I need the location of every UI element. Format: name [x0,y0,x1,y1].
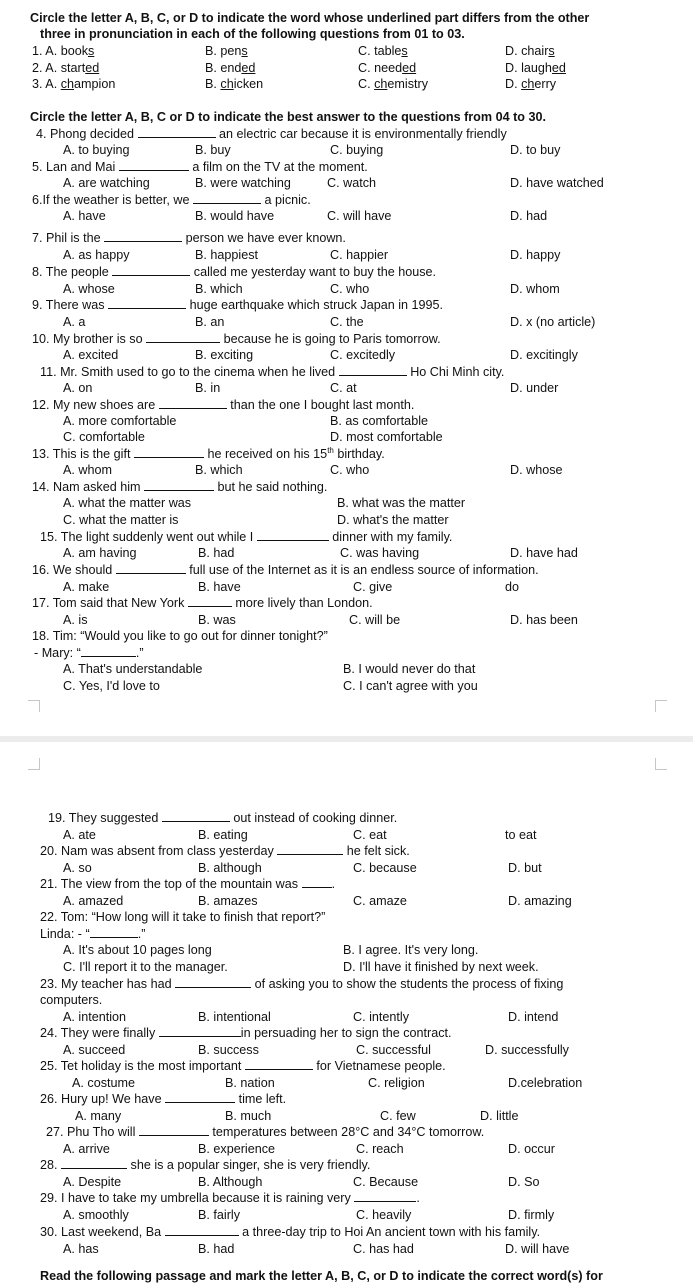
question-11-stem: 11. Mr. Smith used to go to the cinema when he lived Ho Chi Minh city. [40,365,505,379]
q5-option-a[interactable]: A. are watching [63,176,150,190]
question-22-stem: 22. Tom: “How long will it take to finish that report?” [40,910,326,924]
answer-blank[interactable] [354,1190,416,1202]
question-7-stem: 7. Phil is the person we have ever known. [32,231,346,245]
q26-option-a[interactable]: A. many [75,1109,122,1123]
q12-option-d[interactable]: D. most comfortable [330,430,443,444]
q1-option-d[interactable]: D. chairs [505,44,555,58]
q26-option-b[interactable]: B. much [225,1109,272,1123]
answer-blank[interactable] [108,297,186,309]
answer-blank[interactable] [90,926,138,938]
q18-option-d[interactable]: C. I can't agree with you [343,679,478,693]
q29-option-c[interactable]: C. heavily [356,1208,412,1222]
q24-option-d[interactable]: D. successfully [485,1043,569,1057]
q24-option-b[interactable]: B. success [198,1043,259,1057]
answer-blank[interactable] [257,529,329,541]
q25-option-a[interactable]: A. costume [72,1076,135,1090]
q10-option-c[interactable]: C. excitedly [330,348,396,362]
question-26-stem: 26. Hury up! We have time left. [40,1092,287,1106]
answer-blank[interactable] [134,446,204,458]
instruction-best-answer: Circle the letter A, B, C or D to indicate the best answer to the questions from 04 to 30. [30,110,546,124]
q5-option-b[interactable]: B. were watching [195,176,291,190]
q19-option-d[interactable]: to eat [505,828,537,842]
question-22-reply: Linda: - “ .” [40,927,146,941]
q11-option-a[interactable]: A. on [63,381,93,395]
crop-corner-mark [655,700,667,712]
q3-option-a[interactable]: 3. A. champion [32,77,116,91]
q6-option-d[interactable]: D. had [510,209,548,223]
q18-option-c[interactable]: C. Yes, I'd love to [63,679,160,693]
q15-option-d[interactable]: D. have had [510,546,578,560]
q24-option-a[interactable]: A. succeed [63,1043,126,1057]
question-1 [32,43,94,60]
q22-option-b[interactable]: B. I agree. It's very long. [343,943,479,957]
crop-corner-mark [28,758,40,770]
q21-option-c[interactable]: C. amaze [353,894,407,908]
answer-blank[interactable] [104,230,182,242]
question-4-stem: 4. Phong decided an electric car because it is environmentally friendly [36,127,507,141]
answer-blank[interactable] [162,810,230,822]
question-18-stem: 18. Tim: “Would you like to go out for dinner tonight?” [32,629,328,643]
instruction-pronunciation-line2: three in pronunciation in each of the following questions from 01 to 03. [40,27,465,41]
q7-option-b[interactable]: B. happiest [195,248,259,262]
q18-option-a[interactable]: A. That's understandable [63,662,203,676]
q7-option-c[interactable]: C. happier [330,248,389,262]
q2-option-a[interactable]: 2. A. started [32,61,100,75]
q19-option-a[interactable]: A. ate [63,828,96,842]
q15-option-b[interactable]: B. had [198,546,235,560]
question-13-stem: 13. This is the gift he received on his 15th birthday. [32,445,385,461]
q13-option-b[interactable]: B. which [195,463,243,477]
q20-option-b[interactable]: B. although [198,861,262,875]
q13-option-a[interactable]: A. whom [63,463,112,477]
q3-option-b[interactable]: B. chicken [205,77,264,91]
q11-option-d[interactable]: D. under [510,381,559,395]
q30-option-b[interactable]: B. had [198,1242,235,1256]
question-6-stem: 6.If the weather is better, we a picnic. [32,193,311,207]
q23-option-c[interactable]: C. intently [353,1010,409,1024]
crop-corner-mark [655,758,667,770]
q27-option-d[interactable]: D. occur [508,1142,555,1156]
answer-blank[interactable] [159,1025,241,1037]
answer-blank[interactable] [188,595,232,607]
q20-option-a[interactable]: A. so [63,861,92,875]
question-24-stem: 24. They were finally in persuading her to sign the contract. [40,1026,452,1040]
q28-option-c[interactable]: C. Because [353,1175,419,1189]
q2-option-b[interactable]: B. ended [205,61,256,75]
question-8-stem: 8. The people called me yesterday want to buy the house. [32,265,437,279]
q28-option-a[interactable]: A. Despite [63,1175,122,1189]
answer-blank[interactable] [277,843,343,855]
q30-option-a[interactable]: A. has [63,1242,99,1256]
q2-option-c[interactable]: C. needed [358,61,417,75]
q16-option-d[interactable]: do [505,580,520,594]
answer-blank[interactable] [193,192,261,204]
q1-option-a[interactable]: 1. A. books [32,44,95,58]
q4-option-b[interactable]: B. buy [195,143,231,157]
q8-option-a[interactable]: A. whose [63,282,115,296]
q9-option-d[interactable]: D. x (no article) [510,315,596,329]
answer-blank[interactable] [116,562,186,574]
q27-option-b[interactable]: B. experience [198,1142,276,1156]
question-29-stem: 29. I have to take my umbrella because it is raining very . [40,1191,420,1205]
q30-option-c[interactable]: C. has had [353,1242,414,1256]
q27-option-a[interactable]: A. arrive [63,1142,110,1156]
q8-option-d[interactable]: D. whom [510,282,560,296]
answer-blank[interactable] [165,1224,239,1236]
q30-option-d[interactable]: D. will have [505,1242,570,1256]
q25-option-b[interactable]: B. nation [225,1076,275,1090]
q3-option-c[interactable]: C. chemistry [358,77,428,91]
q11-option-c[interactable]: C. at [330,381,357,395]
question-28-stem: 28. she is a popular singer, she is very friendly. [40,1158,371,1172]
q14-option-b[interactable]: B. what was the matter [337,496,466,510]
q22-option-a[interactable]: A. It's about 10 pages long [63,943,212,957]
instruction-pronunciation-line1: Circle the letter A, B, C, or D to indicate the word whose underlined part differs from the other [30,11,590,25]
question-14-stem: 14. Nam asked him but he said nothing. [32,480,328,494]
q3-option-d[interactable]: D. cherry [505,77,557,91]
answer-blank[interactable] [302,876,332,888]
question-10-stem: 10. My brother is so because he is going to Paris tomorrow. [32,332,441,346]
q6-option-a[interactable]: A. have [63,209,106,223]
q17-option-a[interactable]: A. is [63,613,88,627]
q25-option-c[interactable]: C. religion [368,1076,425,1090]
question-27-stem: 27. Phu Tho will temperatures between 28°C and 34°C tomorrow. [46,1125,485,1139]
q18-option-b[interactable]: B. I would never do that [343,662,476,676]
question-20-stem: 20. Nam was absent from class yesterday he felt sick. [40,844,410,858]
q22-option-c[interactable]: C. I'll report it to the manager. [63,960,228,974]
q23-option-d[interactable]: D. intend [508,1010,559,1024]
q24-option-c[interactable]: C. successful [356,1043,431,1057]
q21-option-a[interactable]: A. amazed [63,894,124,908]
q9-option-b[interactable]: B. an [195,315,225,329]
q2-option-d[interactable]: D. laughed [505,61,566,75]
q7-option-d[interactable]: D. happy [510,248,561,262]
answer-blank[interactable] [146,331,220,343]
q10-option-d[interactable]: D. excitingly [510,348,578,362]
page-separator [0,712,693,800]
q14-option-c[interactable]: C. what the matter is [63,513,179,527]
q26-option-d[interactable]: D. little [480,1109,519,1123]
q23-option-a[interactable]: A. intention [63,1010,127,1024]
q14-option-d[interactable]: D. what's the matter [337,513,449,527]
q19-option-b[interactable]: B. eating [198,828,248,842]
answer-blank[interactable] [112,264,190,276]
answer-blank[interactable] [138,126,216,138]
q4-option-d[interactable]: D. to buy [510,143,561,157]
q15-option-c[interactable]: C. was having [340,546,420,560]
answer-blank[interactable] [175,976,251,988]
question-9-stem: 9. There was huge earthquake which struck Japan in 1995. [32,298,444,312]
q16-option-c[interactable]: C. give [353,580,393,594]
q4-option-a[interactable]: A. to buying [63,143,130,157]
q29-option-d[interactable]: D. firmly [508,1208,555,1222]
q1-option-c[interactable]: C. tables [358,44,408,58]
question-16-stem: 16. We should full use of the Internet as it is an endless source of information. [32,563,539,577]
question-30-stem: 30. Last weekend, Ba a three-day trip to Hoi An ancient town with his family. [40,1225,541,1239]
q5-option-c[interactable]: C. watch [327,176,376,190]
answer-blank[interactable] [119,159,189,171]
q29-option-b[interactable]: B. fairly [198,1208,240,1222]
q4-option-c[interactable]: C. buying [330,143,384,157]
q9-option-c[interactable]: C. the [330,315,364,329]
q23-option-b[interactable]: B. intentional [198,1010,271,1024]
question-17-stem: 17. Tom said that New York more lively than London. [32,596,373,610]
q19-option-c[interactable]: C. eat [353,828,387,842]
answer-blank[interactable] [61,1157,127,1169]
q10-option-a[interactable]: A. excited [63,348,119,362]
q11-option-b[interactable]: B. in [195,381,221,395]
answer-blank[interactable] [81,645,136,657]
answer-blank[interactable] [159,397,227,409]
question-19-stem: 19. They suggested out instead of cooking dinner. [48,811,398,825]
question-23-stem: 23. My teacher has had of asking you to show the students the process of fixing [40,977,564,991]
q1-option-b[interactable]: B. pens [205,44,248,58]
q21-option-d[interactable]: D. amazing [508,894,572,908]
q16-option-a[interactable]: A. make [63,580,110,594]
q17-option-d[interactable]: D. has been [510,613,578,627]
q7-option-a[interactable]: A. as happy [63,248,130,262]
q20-option-d[interactable]: D. but [508,861,542,875]
answer-blank[interactable] [339,364,407,376]
answer-blank[interactable] [245,1058,313,1070]
q8-option-c[interactable]: C. who [330,282,370,296]
q8-option-b[interactable]: B. which [195,282,243,296]
q22-option-d[interactable]: D. I'll have it finished by next week. [343,960,539,974]
q13-option-c[interactable]: C. who [330,463,370,477]
answer-blank[interactable] [165,1091,235,1103]
q28-option-d[interactable]: D. So [508,1175,540,1189]
q5-option-d[interactable]: D. have watched [510,176,604,190]
q29-option-a[interactable]: A. smoothly [63,1208,129,1222]
q25-option-d[interactable]: D.celebration [508,1076,583,1090]
q26-option-c[interactable]: C. few [380,1109,416,1123]
q6-option-c[interactable]: C. will have [327,209,392,223]
question-5-stem: 5. Lan and Mai a film on the TV at the moment. [32,160,368,174]
question-12-stem: 12. My new shoes are than the one I bought last month. [32,398,415,412]
q15-option-a[interactable]: A. am having [63,546,137,560]
answer-blank[interactable] [139,1124,209,1136]
q20-option-c[interactable]: C. because [353,861,417,875]
crop-corner-mark [28,700,40,712]
q12-option-a[interactable]: A. more comfortable [63,414,177,428]
question-18-reply: - Mary: “ .” [34,646,144,660]
q21-option-b[interactable]: B. amazes [198,894,258,908]
instruction-reading-passage: Read the following passage and mark the letter A, B, C, or D to indicate the correct word(s) for [40,1269,603,1283]
question-23-stem-continued: computers. [40,993,103,1007]
q10-option-b[interactable]: B. exciting [195,348,254,362]
q6-option-b[interactable]: B. would have [195,209,275,223]
question-15-stem: 15. The light suddenly went out while I dinner with my family. [40,530,453,544]
q13-option-d[interactable]: D. whose [510,463,563,477]
q14-option-a[interactable]: A. what the matter was [63,496,192,510]
question-21-stem: 21. The view from the top of the mountain was . [40,877,336,891]
worksheet-page-2 [0,800,693,1282]
q12-option-c[interactable]: C. comfortable [63,430,145,444]
q12-option-b[interactable]: B. as comfortable [330,414,428,428]
answer-blank[interactable] [144,479,214,491]
separator-band [0,736,693,742]
q27-option-c[interactable]: C. reach [356,1142,404,1156]
q9-option-a[interactable]: A. a [63,315,86,329]
q17-option-c[interactable]: C. will be [349,613,401,627]
q28-option-b[interactable]: B. Although [198,1175,263,1189]
question-25-stem: 25. Tet holiday is the most important for Vietnamese people. [40,1059,446,1073]
q17-option-b[interactable]: B. was [198,613,236,627]
q16-option-b[interactable]: B. have [198,580,241,594]
